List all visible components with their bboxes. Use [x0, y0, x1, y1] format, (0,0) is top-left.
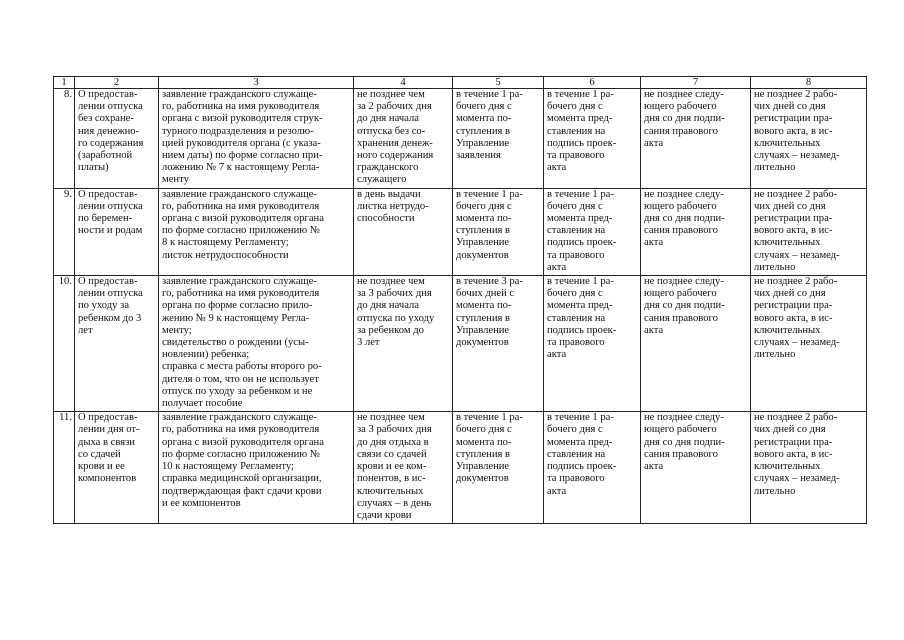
signing-deadline: в течение 1 ра- бочего дня с момента пред- ставления на подпись проек- та правового акта [544, 89, 641, 189]
table-row [54, 412, 867, 524]
signing-deadline: в течение 1 ра- бочего дня с момента пред- ставления на подпись проек- та правового акта [544, 276, 641, 412]
column-number: 6 [544, 77, 641, 89]
required-documents: заявление гражданского служаще- го, работника на имя руководителя органа с визой руководителя органа по форме согласно приложению № 10 к настоящему Регламенту; справка медицинской организации, подтверждающая факт сдачи крови и ее компонентов [159, 412, 354, 524]
regulation-table [53, 76, 867, 524]
drafting-deadline: в течение 1 ра- бочего дня с момента по- ступления в Управление заявления [453, 89, 544, 189]
column-number: 2 [75, 77, 159, 89]
column-number: 1 [54, 77, 75, 89]
notification-deadline: не позднее 2 рабо- чих дней со дня регистрации пра- вового акта, в ис- ключительных случаях – незамед- лительно [751, 188, 867, 275]
column-number: 4 [354, 77, 453, 89]
drafting-deadline: в течение 1 ра- бочего дня с момента по- ступления в Управление документов [453, 188, 544, 275]
column-number: 7 [641, 77, 751, 89]
procedure-name: О предостав- лении отпуска без сохране- ния денежно- го содержания (заработной платы) [75, 89, 159, 189]
procedure-name: О предостав- лении дня от- дыха в связи со сдачей крови и ее компонентов [75, 412, 159, 524]
column-number: 8 [751, 77, 867, 89]
column-number: 3 [159, 77, 354, 89]
row-number: 9. [54, 188, 75, 275]
notification-deadline: не позднее 2 рабо- чих дней со дня регистрации пра- вового акта, в ис- ключительных случаях – незамед- лительно [751, 412, 867, 524]
column-number-row [54, 77, 867, 89]
notification-deadline: не позднее 2 рабо- чих дней со дня регистрации пра- вового акта, в ис- ключительных случаях – незамед- лительно [751, 89, 867, 189]
procedure-name: О предостав- лении отпуска по уходу за ребенком до 3 лет [75, 276, 159, 412]
registration-deadline: не позднее следу- ющего рабочего дня со дня подпи- сания правового акта [641, 412, 751, 524]
table-row [54, 188, 867, 275]
procedure-name: О предостав- лении отпуска по беремен- ности и родам [75, 188, 159, 275]
registration-deadline: не позднее следу- ющего рабочего дня со дня подпи- сания правового акта [641, 89, 751, 189]
submission-deadline: не позднее чем за 2 рабочих дня до дня начала отпуска без со- хранения денеж- ного содержания гражданского служащего [354, 89, 453, 189]
submission-deadline: не позднее чем за 3 рабочих дня до дня начала отпуска по уходу за ребенком до 3 лет [354, 276, 453, 412]
row-number: 10. [54, 276, 75, 412]
drafting-deadline: в течение 1 ра- бочего дня с момента по- ступления в Управление документов [453, 412, 544, 524]
required-documents: заявление гражданского служаще- го, работника на имя руководителя органа с визой руководителя струк- турного подразделения и резолю- цией руководителя органа (с указа- нием даты) по форме согласно при- ложению № 7 к настоящему Регла- менту [159, 89, 354, 189]
row-number: 8. [54, 89, 75, 189]
notification-deadline: не позднее 2 рабо- чих дней со дня регистрации пра- вового акта, в ис- ключительных случаях – незамед- лительно [751, 276, 867, 412]
submission-deadline: в день выдачи листка нетрудо- способности [354, 188, 453, 275]
signing-deadline: в течение 1 ра- бочего дня с момента пред- ставления на подпись проек- та правового акта [544, 188, 641, 275]
required-documents: заявление гражданского служаще- го, работника на имя руководителя органа по форме согласно прило- жению № 9 к настоящему Регла- менту; свидетельство о рождении (усы- новлении) ребенка; справка с места работы второго ро- дителя о том, что он не использует отпуск по уходу за ребенком и не получает пособие [159, 276, 354, 412]
row-number: 11. [54, 412, 75, 524]
column-number: 5 [453, 77, 544, 89]
registration-deadline: не позднее следу- ющего рабочего дня со дня подпи- сания правового акта [641, 276, 751, 412]
table-body [54, 77, 867, 524]
table-row [54, 89, 867, 189]
signing-deadline: в течение 1 ра- бочего дня с момента пред- ставления на подпись проек- та правового акта [544, 412, 641, 524]
table-row [54, 276, 867, 412]
registration-deadline: не позднее следу- ющего рабочего дня со дня подпи- сания правового акта [641, 188, 751, 275]
submission-deadline: не позднее чем за 3 рабочих дня до дня отдыха в связи со сдачей крови и ее ком- понентов, в ис- ключительных случаях – в день сдачи крови [354, 412, 453, 524]
required-documents: заявление гражданского служаще- го, работника на имя руководителя органа с визой руководителя органа по форме согласно приложению № 8 к настоящему Регламенту; листок нетрудоспособности [159, 188, 354, 275]
drafting-deadline: в течение 3 ра- бочих дней с момента по- ступления в Управление документов [453, 276, 544, 412]
